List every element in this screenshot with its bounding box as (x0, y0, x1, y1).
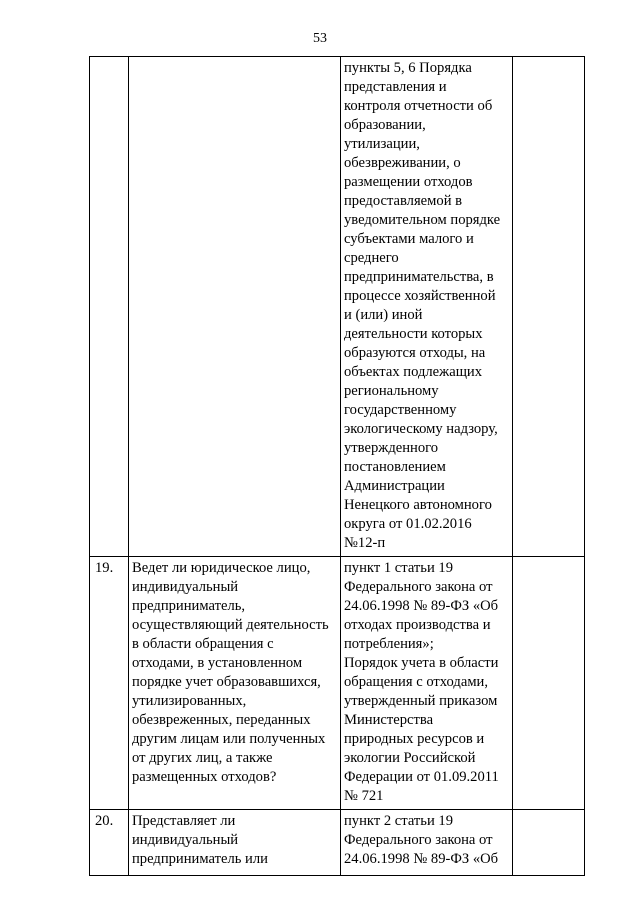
row-number-cell: 19. (90, 557, 129, 810)
reference-cell (341, 810, 513, 876)
text-line: Администрации (344, 478, 445, 494)
text-line: в области обращения с (132, 636, 274, 652)
table-row (90, 810, 585, 876)
text-line: осуществляющий деятельность (132, 617, 329, 633)
text-line: Ведет ли юридическое лицо, (132, 560, 311, 576)
text-line: порядке учет образовавшихся, (132, 674, 321, 690)
text-line: другим лицам или полученных (132, 731, 326, 747)
reference-cell (341, 57, 513, 557)
text-line: утвержденный приказом (344, 693, 498, 709)
text-line: Федерального закона от (344, 579, 493, 595)
table-row (90, 57, 585, 557)
text-line: экологии Российской (344, 750, 476, 766)
text-line: объектах подлежащих (344, 364, 483, 380)
text-line: региональному (344, 383, 439, 399)
text-line: предоставляемой в (344, 193, 463, 209)
text-line: индивидуальный (132, 579, 239, 595)
text-line: образуются отходы, на (344, 345, 486, 361)
text-line: обезвреженных, переданных (132, 712, 311, 728)
text-line: представления и (344, 79, 447, 95)
text-line: уведомительном порядке (344, 212, 501, 228)
text-line: государственному (344, 402, 457, 418)
question-cell (129, 557, 341, 810)
text-line: отходах производства и (344, 617, 491, 633)
text-line: обращения с отходами, (344, 674, 489, 690)
text-line: Ненецкого автономного (344, 497, 492, 513)
text-line: утвержденного (344, 440, 439, 456)
text-line: образовании, (344, 117, 426, 133)
text-line: постановлением (344, 459, 446, 475)
text-line: №12-п (344, 535, 386, 551)
text-line: размещенных отходов? (132, 769, 277, 785)
reference-cell (341, 557, 513, 810)
text-line: утилизированных, (132, 693, 247, 709)
text-line: предприниматель, (132, 598, 246, 614)
text-line: среднего (344, 250, 399, 266)
text-line: индивидуальный (132, 832, 239, 848)
text-line: пункт 1 статьи 19 (344, 560, 454, 576)
question-cell (129, 810, 341, 876)
answer-cell[interactable] (513, 557, 585, 810)
page-number: 53 (313, 31, 327, 46)
text-line: процессе хозяйственной (344, 288, 496, 304)
text-line: от других лиц, а также (132, 750, 273, 766)
text-line: Представляет ли (132, 813, 236, 829)
row-number-cell (90, 57, 129, 557)
text-line: пункты 5, 6 Порядка (344, 60, 472, 76)
answer-cell[interactable] (513, 57, 585, 557)
text-line: обезвреживании, о (344, 155, 461, 171)
requirements-table (89, 56, 585, 876)
text-line: 24.06.1998 № 89-ФЗ «Об (344, 598, 499, 614)
text-line: № 721 (344, 788, 384, 804)
text-line: Федерального закона от (344, 832, 493, 848)
row-number-cell: 20. (90, 810, 129, 876)
text-line: 24.06.1998 № 89-ФЗ «Об (344, 851, 499, 867)
text-line: предприниматель или (132, 851, 268, 867)
question-cell (129, 57, 341, 557)
text-line: Министерства (344, 712, 434, 728)
text-line: Порядок учета в области (344, 655, 499, 671)
text-line: размещении отходов (344, 174, 473, 190)
text-line: потребления»; (344, 636, 434, 652)
text-line: экологическому надзору, (344, 421, 498, 437)
text-line: субъектами малого и (344, 231, 474, 247)
text-line: утилизации, (344, 136, 420, 152)
text-line: округа от 01.02.2016 (344, 516, 472, 532)
text-line: деятельности которых (344, 326, 483, 342)
text-line: предпринимательства, в (344, 269, 494, 285)
text-line: пункт 2 статьи 19 (344, 813, 454, 829)
answer-cell[interactable] (513, 810, 585, 876)
text-line: отходами, в установленном (132, 655, 303, 671)
table-row (90, 557, 585, 810)
text-line: и (или) иной (344, 307, 423, 323)
text-line: природных ресурсов и (344, 731, 485, 747)
text-line: Федерации от 01.09.2011 (344, 769, 499, 785)
text-line: контроля отчетности об (344, 98, 493, 114)
